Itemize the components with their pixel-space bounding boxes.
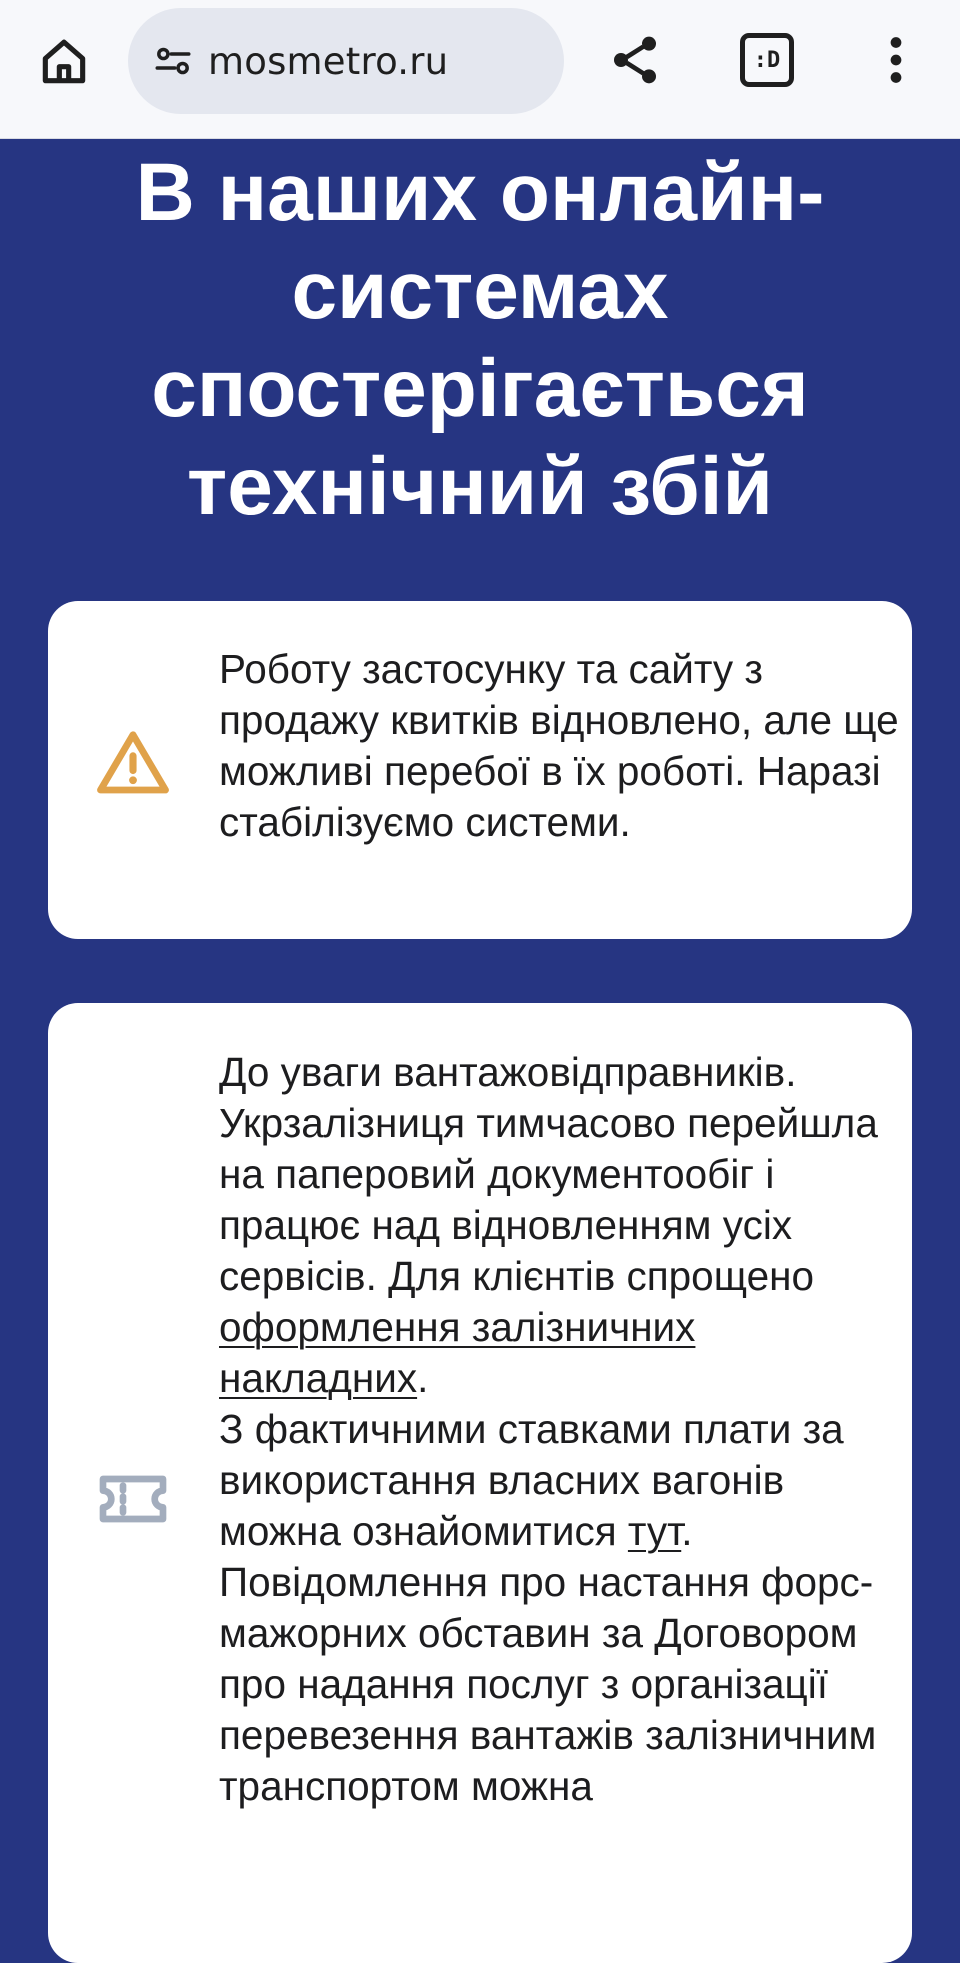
home-button[interactable] xyxy=(24,22,104,102)
notice-text: Роботу застосунку та сайту з продажу квитків відновлено, але ще можливі перебої в їх роботі. Наразі стабілізуємо системи. xyxy=(219,646,899,845)
url-text: mosmetro.ru xyxy=(208,39,449,83)
tabs-icon xyxy=(740,33,794,87)
address-bar[interactable] xyxy=(128,8,564,114)
more-vert-icon xyxy=(868,32,924,88)
notice-text xyxy=(219,1047,899,1812)
tabs-icon-label: :D xyxy=(753,47,781,73)
share-icon xyxy=(607,32,663,88)
share-button[interactable] xyxy=(595,20,675,100)
notice-text-part: До уваги вантажовідправників. Укрзалізниця тимчасово перейшла на паперовий документообіг і працює над відновленням усіх сервісів. Для клієнтів спрощено xyxy=(219,1049,878,1299)
browser-toolbar xyxy=(0,0,960,139)
notice-text-part: . xyxy=(417,1355,429,1401)
ticket-icon xyxy=(92,1458,174,1540)
notice-text-part: Повідомлення про настання форс-мажорних обставин за Договором про надання послуг з організації перевезення вантажів залізничним транспортом можна xyxy=(219,1559,877,1809)
notice-card xyxy=(48,601,912,939)
tabs-button[interactable] xyxy=(727,20,807,100)
page-title: В наших онлайн-системах спостерігається технічний збій xyxy=(135,147,825,532)
notice-text-part: . xyxy=(681,1508,693,1554)
home-icon xyxy=(36,34,92,90)
menu-button[interactable] xyxy=(856,20,936,100)
wagon-rates-link[interactable]: тут xyxy=(627,1508,682,1554)
notice-card xyxy=(48,1003,912,1963)
railway-waybills-link[interactable]: оформлення залізничних накладних xyxy=(219,1304,696,1401)
site-settings-icon[interactable] xyxy=(150,38,196,84)
warning-icon xyxy=(92,723,174,805)
notice-text-part: З фактичними ставками плати за використання власних вагонів можна ознайомитися xyxy=(219,1406,844,1554)
